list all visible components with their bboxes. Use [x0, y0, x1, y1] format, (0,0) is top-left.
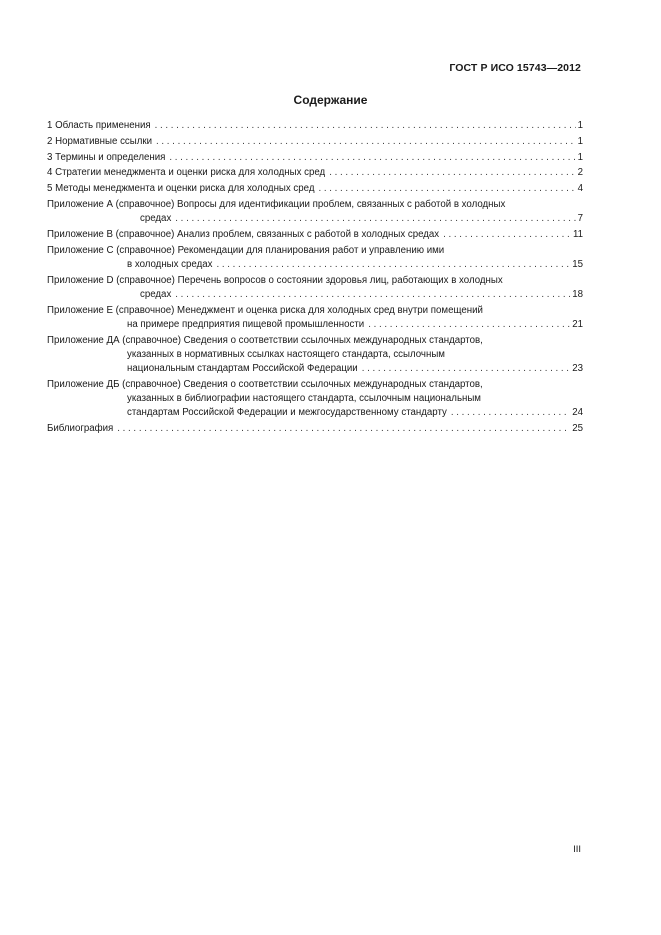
dot-leader [368, 318, 570, 332]
toc-entry[interactable] [47, 119, 583, 133]
toc-entry-text: стандартам Российской Федерации и межгосударственному стандарту [127, 407, 447, 419]
dot-leader [155, 119, 576, 133]
toc-page-number: 4 [577, 183, 583, 195]
toc-entry[interactable] [47, 166, 583, 180]
toc-page-number: 23 [572, 362, 583, 374]
toc-entry-text: Библиография [47, 422, 114, 434]
dot-leader [362, 362, 570, 376]
toc-entry-bibliography[interactable] [47, 422, 583, 436]
dot-leader [169, 151, 575, 165]
toc-entry[interactable] [47, 182, 583, 196]
toc-page-number: 1 [577, 151, 583, 163]
toc-page-number: 15 [572, 258, 583, 270]
dot-leader [156, 135, 576, 149]
toc-entry-text: 1 Область применения [47, 119, 151, 131]
toc-page-number: 21 [572, 318, 583, 330]
toc-entry-text: средах [140, 213, 172, 225]
toc-entry-text: указанных в библиографии настоящего стандарта, ссылочным национальным [127, 392, 481, 404]
toc-entry-text: Приложение А (справочное) Вопросы для идентификации проблем, связанных с работой в холодных [47, 198, 506, 210]
toc-entry-text: на примере предприятия пищевой промышленности [127, 318, 365, 330]
toc-entry[interactable] [47, 151, 583, 165]
toc-entry-text: 3 Термины и определения [47, 151, 166, 163]
toc-entry-text: Приложение ДА (справочное) Сведения о соответствии ссылочных международных стандартов, [47, 334, 483, 346]
toc-entry-text: национальным стандартам Российской Федерации [127, 362, 358, 374]
toc-entry-text: Приложение В (справочное) Анализ проблем, связанных с работой в холодных средах [47, 228, 440, 240]
dot-leader [175, 288, 570, 302]
toc-entry-appendix-db[interactable] [47, 378, 583, 421]
toc-page-number: 1 [577, 135, 583, 147]
dot-leader [329, 166, 575, 180]
toc-page-number: 24 [572, 407, 583, 419]
toc-entry-appendix-da[interactable] [47, 334, 583, 377]
toc-page-number: 2 [577, 167, 583, 179]
dot-leader [117, 422, 570, 436]
toc-entry[interactable] [47, 135, 583, 149]
toc-page-number: 18 [572, 288, 583, 300]
document-header: ГОСТ Р ИСО 15743—2012 [449, 62, 581, 74]
toc-entry-text: Приложение ДБ (справочное) Сведения о соответствии ссылочных международных стандартов, [47, 378, 483, 390]
toc-page-number: 11 [572, 228, 583, 240]
toc-entry-text: 4 Стратегии менеджмента и оценки риска для холодных сред [47, 167, 326, 179]
toc-entry-appendix-e[interactable] [47, 304, 583, 332]
page-number: III [573, 844, 581, 855]
toc-entry-text: средах [140, 288, 172, 300]
toc-entry-text: Приложение Е (справочное) Менеджмент и оценка риска для холодных сред внутри помещений [47, 304, 483, 316]
dot-leader [318, 182, 575, 196]
toc-entry-appendix-c[interactable] [47, 244, 583, 272]
dot-leader [175, 212, 575, 226]
toc-entry-text: Приложение D (справочное) Перечень вопросов о состоянии здоровья лиц, работающих в холодных [47, 274, 503, 286]
toc-entry-text: 5 Методы менеджмента и оценки риска для холодных сред [47, 183, 315, 195]
page-title: Содержание [293, 93, 368, 107]
toc-entry-appendix-b[interactable] [47, 228, 583, 242]
toc-page-number: 7 [577, 213, 583, 225]
toc-entry-text: в холодных средах [127, 258, 213, 270]
toc-entry-text: указанных в нормативных ссылках настоящего стандарта, ссылочным [127, 348, 445, 360]
toc-entry-text: 2 Нормативные ссылки [47, 135, 153, 147]
toc-entry-appendix-d[interactable] [47, 274, 583, 302]
table-of-contents [47, 119, 583, 438]
toc-entry-text: Приложение С (справочное) Рекомендации для планирования работ и управлению ими [47, 244, 445, 256]
toc-page-number: 25 [572, 422, 583, 434]
dot-leader [443, 228, 571, 242]
toc-page-number: 1 [577, 119, 583, 131]
dot-leader [216, 258, 570, 272]
dot-leader [451, 406, 570, 420]
toc-entry-appendix-a[interactable] [47, 198, 583, 226]
